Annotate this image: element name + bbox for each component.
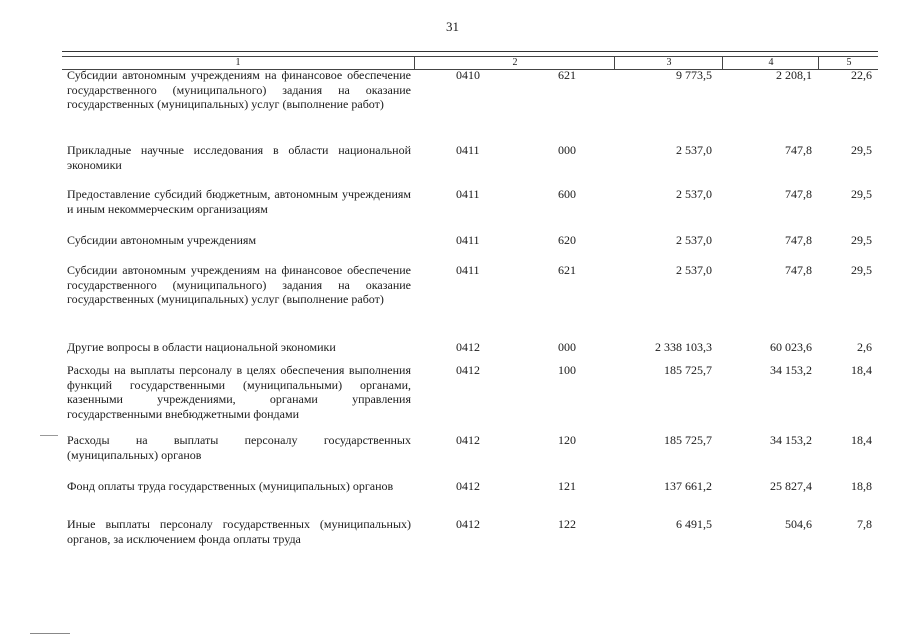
row-expense-type: 000 (558, 340, 576, 354)
row-description: Иные выплаты персоналу государственных (муниципальных) органов, за исключением фонда оплаты труда (67, 517, 411, 546)
row-description: Фонд оплаты труда государственных (муниципальных) органов (67, 479, 394, 493)
row-plan-amount: 9 773,5 (676, 68, 712, 82)
row-executed-amount: 747,8 (785, 263, 812, 277)
row-section-code: 0412 (456, 479, 480, 493)
row-executed-amount: 2 208,1 (776, 68, 812, 82)
row-percent: 29,5 (851, 143, 872, 157)
row-percent: 7,8 (857, 517, 872, 531)
row-executed-amount: 34 153,2 (770, 363, 812, 377)
row-plan-amount: 185 725,7 (664, 363, 712, 377)
row-percent: 18,8 (851, 479, 872, 493)
row-executed-amount: 747,8 (785, 187, 812, 201)
row-description: Субсидии автономным учреждениям на финансовое обеспечение государственного (муниципального) задания на оказание государственных (муниципальных) услуг (выполнение работ) (67, 263, 411, 306)
row-expense-type: 120 (558, 433, 576, 447)
row-section-code: 0411 (456, 263, 480, 277)
row-plan-amount: 6 491,5 (676, 517, 712, 531)
row-expense-type: 621 (558, 263, 576, 277)
row-description: Предоставление субсидий бюджетным, автономным учреждениям и иным некоммерческим организациям (67, 187, 411, 216)
row-plan-amount: 2 338 103,3 (655, 340, 712, 354)
row-executed-amount: 504,6 (785, 517, 812, 531)
row-expense-type: 121 (558, 479, 576, 493)
top-rule (62, 51, 878, 52)
page-number: 31 (446, 19, 459, 34)
scan-mark (40, 435, 58, 436)
row-percent: 2,6 (857, 340, 872, 354)
header-col-5: 5 (818, 57, 879, 69)
scan-mark (30, 633, 70, 634)
row-description: Расходы на выплаты персоналу в целях обеспечения выполнения функций государственными (муниципальными) органами, казенными учреждениями, органами управления государственными внебюджетными фондами (67, 363, 411, 421)
row-executed-amount: 747,8 (785, 233, 812, 247)
row-percent: 22,6 (851, 68, 872, 82)
row-expense-type: 621 (558, 68, 576, 82)
row-plan-amount: 185 725,7 (664, 433, 712, 447)
header-col-1: 1 (235, 57, 241, 68)
row-percent: 18,4 (851, 433, 872, 447)
row-expense-type: 620 (558, 233, 576, 247)
row-plan-amount: 2 537,0 (676, 233, 712, 247)
row-section-code: 0412 (456, 363, 480, 377)
row-section-code: 0411 (456, 233, 480, 247)
header-col-4: 4 (722, 57, 819, 69)
header-col-2: 2 (414, 57, 615, 69)
row-percent: 29,5 (851, 187, 872, 201)
row-section-code: 0412 (456, 433, 480, 447)
row-section-code: 0412 (456, 517, 480, 531)
row-description: Субсидии автономным учреждениям на финансовое обеспечение государственного (муниципального) задания на оказание государственных (муниципальных) услуг (выполнение работ) (67, 68, 411, 111)
row-executed-amount: 60 023,6 (770, 340, 812, 354)
row-description: Субсидии автономным учреждениям (67, 233, 257, 247)
row-expense-type: 000 (558, 143, 576, 157)
row-plan-amount: 2 537,0 (676, 187, 712, 201)
row-percent: 29,5 (851, 263, 872, 277)
row-executed-amount: 34 153,2 (770, 433, 812, 447)
row-description: Прикладные научные исследования в области национальной экономики (67, 143, 411, 172)
row-section-code: 0411 (456, 143, 480, 157)
header-col-3: 3 (614, 57, 723, 69)
row-plan-amount: 137 661,2 (664, 479, 712, 493)
row-section-code: 0411 (456, 187, 480, 201)
row-expense-type: 600 (558, 187, 576, 201)
row-description: Расходы на выплаты персоналу государственных (муниципальных) органов (67, 433, 411, 462)
row-executed-amount: 747,8 (785, 143, 812, 157)
row-expense-type: 122 (558, 517, 576, 531)
row-percent: 18,4 (851, 363, 872, 377)
row-plan-amount: 2 537,0 (676, 143, 712, 157)
row-executed-amount: 25 827,4 (770, 479, 812, 493)
row-percent: 29,5 (851, 233, 872, 247)
row-section-code: 0410 (456, 68, 480, 82)
row-description: Другие вопросы в области национальной экономики (67, 340, 336, 354)
row-plan-amount: 2 537,0 (676, 263, 712, 277)
row-expense-type: 100 (558, 363, 576, 377)
row-section-code: 0412 (456, 340, 480, 354)
